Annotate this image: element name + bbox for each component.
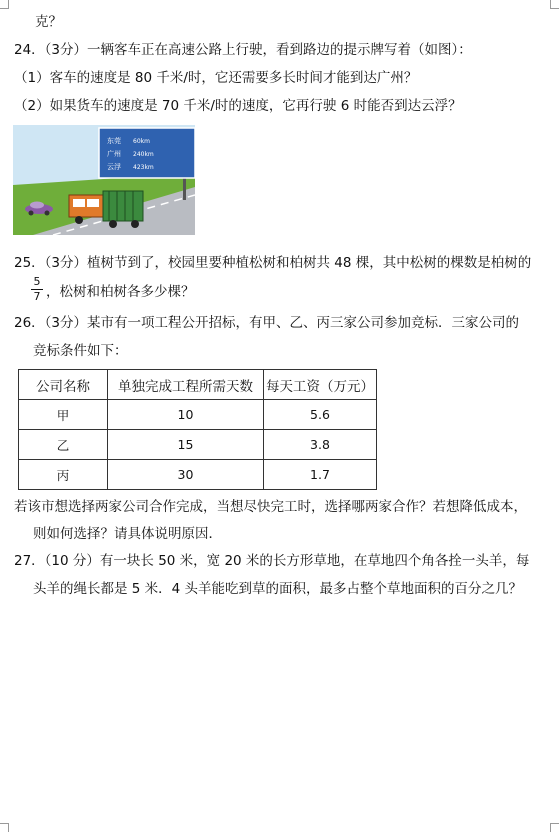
table-row bbox=[19, 460, 377, 490]
table-row bbox=[19, 400, 377, 430]
crop-mark-bottom-left bbox=[0, 823, 9, 832]
crop-mark-bottom-right bbox=[550, 823, 559, 832]
cell-wage: 1.7 bbox=[264, 460, 377, 490]
cell-days: 10 bbox=[108, 400, 264, 430]
cell-company: 甲 bbox=[19, 400, 108, 430]
fraction-numerator: 5 bbox=[31, 276, 43, 290]
crop-mark-top-left bbox=[0, 0, 9, 9]
q24-part2: （2）如果货车的速度是 70 千米/时的速度，它再行驶 6 时能否到达云浮？ bbox=[14, 98, 462, 114]
fraction-denominator: 7 bbox=[33, 290, 41, 303]
header-company: 公司名称 bbox=[19, 370, 108, 400]
q25-line2: ，松树和柏树各多少棵？ bbox=[46, 284, 195, 300]
crop-mark-top-right bbox=[550, 0, 559, 9]
q26-line1: 26．（3分）某市有一项工程公开招标，有甲、乙、丙三家公司参加竞标．三家公司的 bbox=[14, 315, 520, 331]
q27-line1: 27．（10 分）有一块长 50 米，宽 20 米的长方形草地，在草地四个角各拴一头羊，每 bbox=[14, 553, 530, 569]
sign-place-1: 广州 bbox=[107, 150, 121, 158]
q27-line2: 头羊的绳长都是 5 米．4 头羊能吃到草的面积，最多占整个草地面积的百分之几？ bbox=[33, 581, 523, 597]
sign-place-0: 东莞 bbox=[107, 137, 121, 145]
header-days: 单独完成工程所需天数 bbox=[108, 370, 264, 400]
cell-wage: 5.6 bbox=[264, 400, 377, 430]
sign-distance-1: 240km bbox=[133, 151, 154, 158]
sign-distance-0: 60km bbox=[133, 138, 150, 145]
q24-stem: 24．（3分）一辆客车正在高速公路上行驶，看到路边的提示牌写着（如图）： bbox=[14, 42, 472, 58]
cell-company: 丙 bbox=[19, 460, 108, 490]
q26-line3: 若该市想选择两家公司合作完成，当想尽快完工时，选择哪两家合作？若想降低成本， bbox=[14, 499, 527, 515]
table-row bbox=[19, 430, 377, 460]
q26-line4: 则如何选择？请具体说明原因． bbox=[33, 526, 222, 542]
header-wage: 每天工资（万元） bbox=[264, 370, 377, 400]
sign-place-2: 云浮 bbox=[107, 163, 121, 171]
bid-conditions-table bbox=[18, 369, 377, 490]
highway-sign-illustration bbox=[13, 125, 195, 235]
cell-days: 15 bbox=[108, 430, 264, 460]
cell-days: 30 bbox=[108, 460, 264, 490]
table-header-row bbox=[19, 370, 377, 400]
prev-question-tail: 克？ bbox=[35, 14, 62, 30]
fraction-five-sevenths bbox=[31, 276, 43, 303]
cell-wage: 3.8 bbox=[264, 430, 377, 460]
q25-line1: 25．（3分）植树节到了，校园里要种植松树和柏树共 48 棵，其中松树的棵数是柏树的 bbox=[14, 255, 532, 271]
cell-company: 乙 bbox=[19, 430, 108, 460]
q26-line2: 竞标条件如下： bbox=[33, 343, 128, 359]
sign-distance-2: 423km bbox=[133, 164, 154, 171]
q24-part1: （1）客车的速度是 80 千米/时，它还需要多长时间才能到达广州？ bbox=[14, 70, 418, 86]
